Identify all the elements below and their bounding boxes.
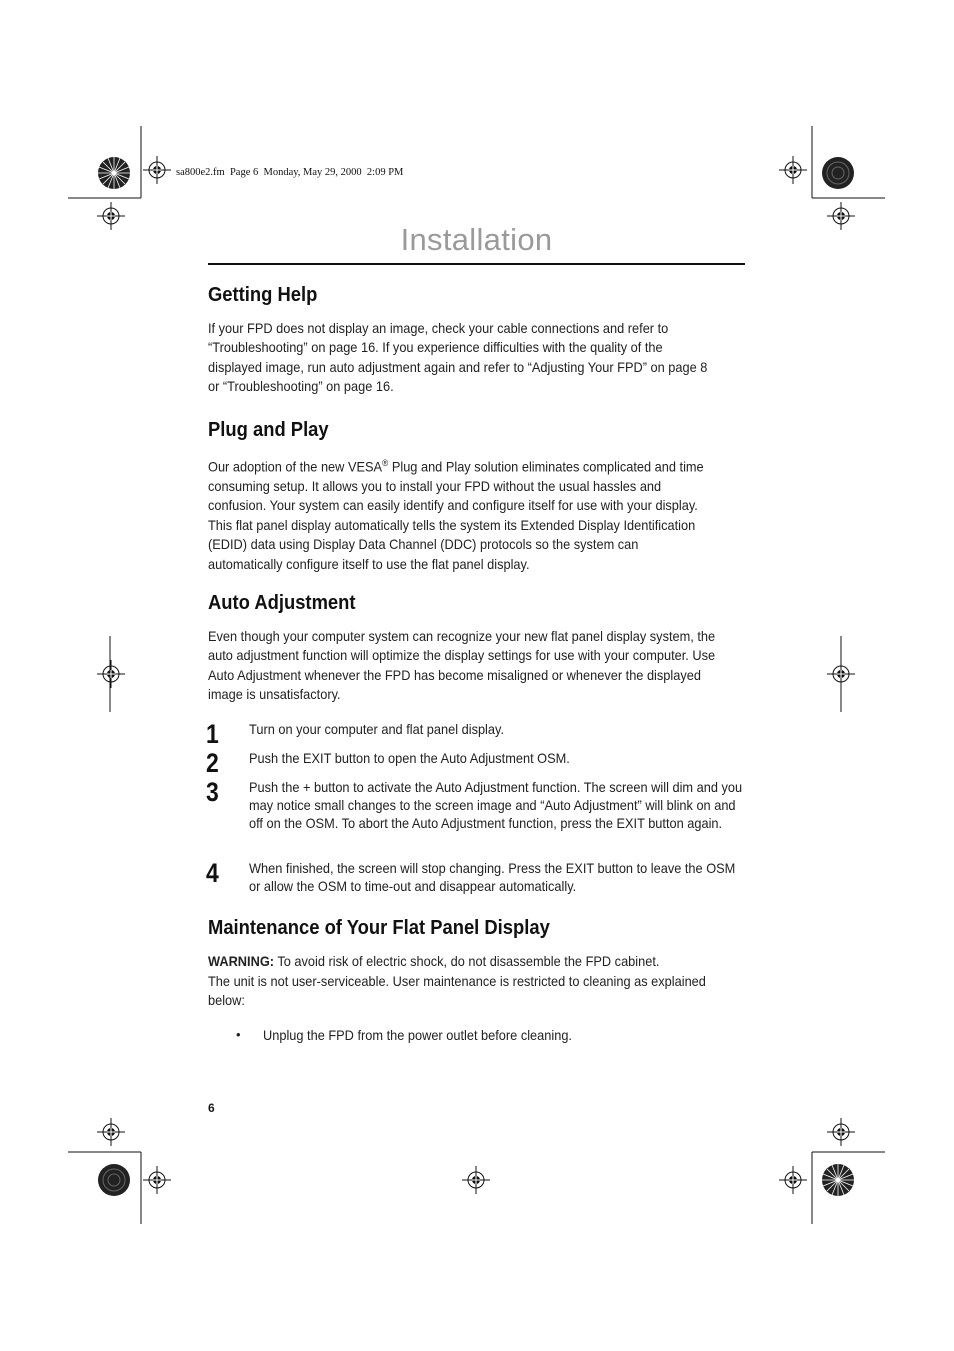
registered-mark: ® [382,458,389,468]
step-number: 2 [206,748,219,778]
step-text: When finished, the screen will stop changing. Press the EXIT button to leave the OSM or allow the OSM to time-out and disappear automatically. [249,861,736,894]
plug-and-play-heading: Plug and Play [208,419,329,441]
maintenance-body: The unit is not user-serviceable. User maintenance is restricted to cleaning as explained below: [208,974,706,1009]
step-text: Push the + button to activate the Auto Adjustment function. The screen will dim and you may notice small changes to the screen image and “Auto Adjustment” will blink on and off on the OSM. To abort the Auto Adjustment function, press the EXIT button again. [249,780,743,831]
auto-adjustment-body: Even though your computer system can recognize your new flat panel display system, the auto adjustment function will optimize the display settings for use with your computer. Use Auto Adjustment whenever the FPD has become misaligned or whenever the displayed image is unsatisfactory. [208,629,716,703]
print-header: sa800e2.fm Page 6 Monday, May 29, 2000 2:09 PM [176,167,404,178]
bullet-dot: • [236,1027,241,1042]
step-number: 1 [206,719,219,749]
warning-line: WARNING: To avoid risk of electric shock, do not disassemble the FPD cabinet. [208,954,660,969]
auto-adjustment-heading: Auto Adjustment [208,592,356,614]
bullet-item: Unplug the FPD from the power outlet before cleaning. [263,1028,572,1043]
step-text: Push the EXIT button to open the Auto Adjustment OSM. [249,751,570,766]
section-title: Installation [400,222,553,257]
getting-help-body: If your FPD does not display an image, check your cable connections and refer to “Troubleshooting” on page 16. If you experience difficulties with the quality of the displayed image, run auto adjustment again and refer to “Adjusting Your FPD” on page 8 or “Troubleshooting” on page 16. [208,321,708,395]
page-number: 6 [208,1101,215,1115]
plug-and-play-body: Our adoption of the new VESA® Plug and Play solution eliminates complicated and time consuming setup. It allows you to install your FPD without the usual hassles and confusion. Your system can easily identify and configure itself for use with your display. This flat panel display automatically tells the system its Extended Display Identification (EDID) data using Display Data Channel (DDC) protocols so the system can automatically configure itself to use the flat panel display. [208,458,704,572]
maintenance-heading: Maintenance of Your Flat Panel Display [208,917,550,939]
step-text: Turn on your computer and flat panel display. [249,722,505,737]
getting-help-heading: Getting Help [208,284,318,306]
warning-label: WARNING: [208,954,275,969]
step-number: 4 [206,858,219,888]
step-number: 3 [206,777,219,807]
title-rule [208,263,745,265]
